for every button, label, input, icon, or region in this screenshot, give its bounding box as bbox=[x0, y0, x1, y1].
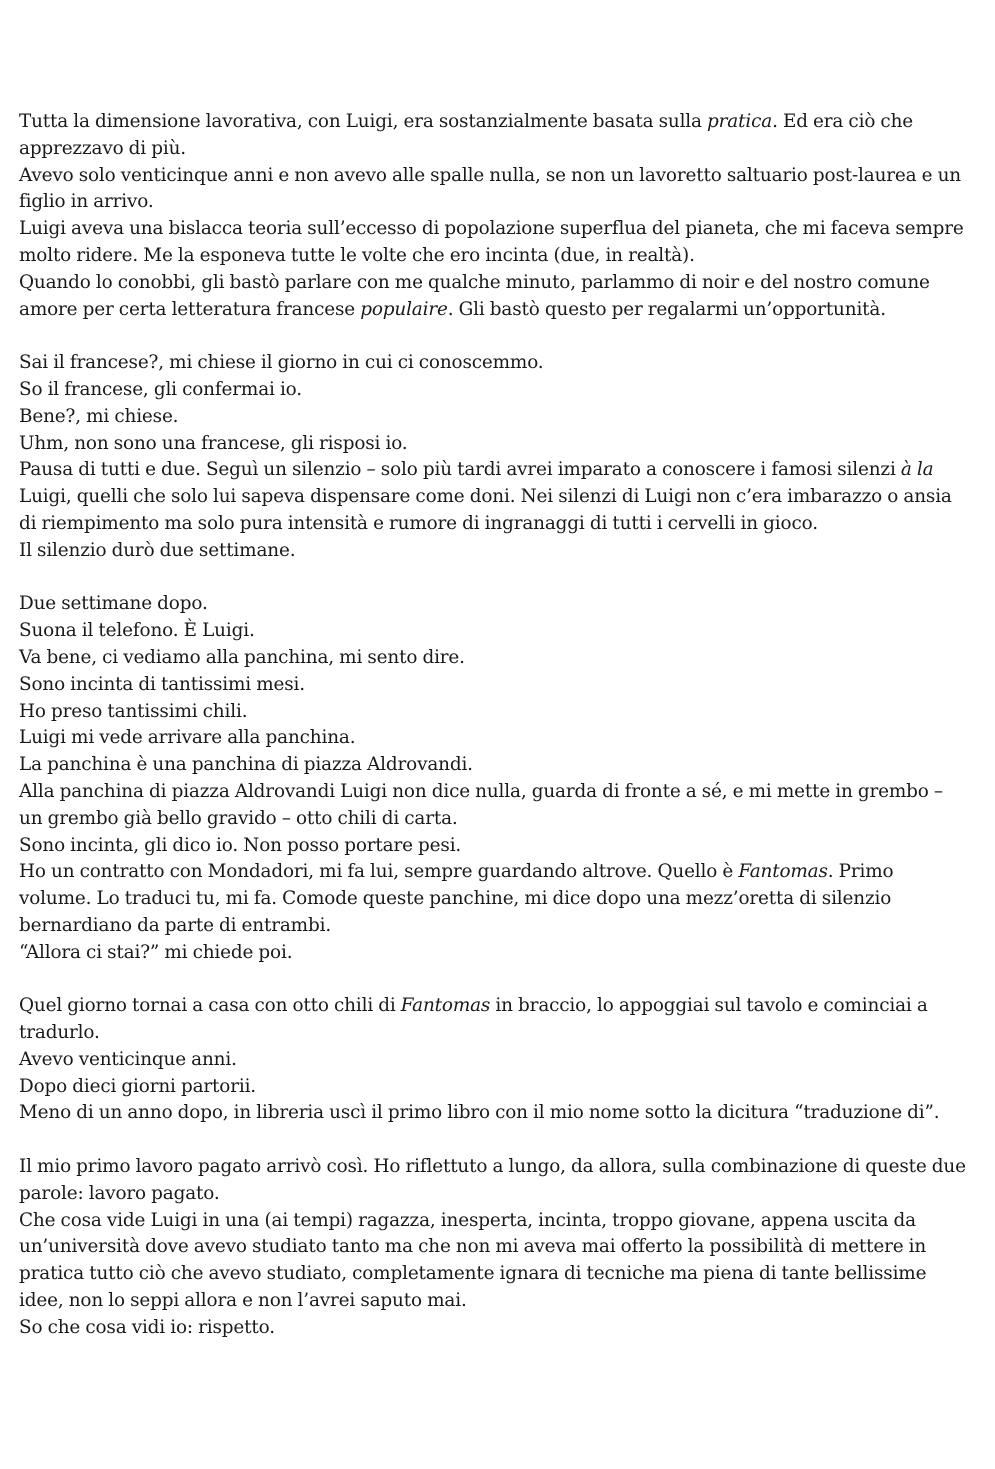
text-run: La panchina è una panchina di piazza Aldrovandi. bbox=[19, 754, 473, 776]
text-line bbox=[19, 1208, 969, 1315]
italic-text: pratica bbox=[707, 111, 773, 132]
text-line bbox=[19, 1100, 969, 1127]
text-line bbox=[19, 377, 969, 404]
text-line bbox=[19, 350, 969, 377]
text-run: Sono incinta di tantissimi mesi. bbox=[19, 673, 305, 695]
text-run: Meno di un anno dopo, in libreria uscì il primo libro con il mio nome sotto la dicitura “traduzione di”. bbox=[19, 1102, 940, 1124]
text-line bbox=[19, 538, 969, 565]
text-line bbox=[19, 779, 969, 833]
text-line bbox=[19, 216, 969, 270]
text-run: Quando lo conobbi, gli bastò parlare con me qualche minuto, parlammo di noir e del nostro comune amore per certa letteratura francese bbox=[19, 271, 930, 320]
text-run: Il mio primo lavoro pagato arrivò così. Ho riflettuto a lungo, da allora, sulla combinazione di queste due parole: lavoro pagato. bbox=[19, 1156, 966, 1204]
text-run: Avevo venticinque anni. bbox=[19, 1048, 237, 1070]
paragraph bbox=[19, 1154, 969, 1342]
paragraph bbox=[19, 350, 969, 564]
text-run: . Ed era ciò che apprezzavo di più. bbox=[19, 111, 914, 159]
text-line bbox=[19, 752, 969, 779]
text-run: Luigi, quelli che solo lui sapeva dispensare come doni. Nei silenzi di Luigi non c’era imbarazzo o ansia di riempimento ma solo pura intensità e rumore di ingranaggi di tutti i cervelli in gioco. bbox=[19, 486, 952, 534]
text-run: Alla panchina di piazza Aldrovandi Luigi non dice nulla, guarda di fronte a sé, e mi mette in grembo – un grembo già bello gravido – otto chili di carta. bbox=[19, 780, 943, 829]
text-line bbox=[19, 672, 969, 699]
text-run: Uhm, non sono una francese, gli risposi io. bbox=[19, 432, 408, 454]
text-line bbox=[19, 404, 969, 431]
text-run: Luigi aveva una bislacca teoria sull’eccesso di popolazione superflua del pianeta, che mi faceva sempre molto ridere. Me la esponeva tutte le volte che ero incinta (due, in realtà). bbox=[19, 218, 964, 266]
paragraph bbox=[19, 109, 969, 323]
text-line bbox=[19, 859, 969, 939]
text-run: So il francese, gli confermai io. bbox=[19, 378, 302, 400]
text-line bbox=[19, 1047, 969, 1074]
text-run: Sono incinta, gli dico io. Non posso portare pesi. bbox=[19, 834, 462, 856]
text-run: Bene?, mi chiese. bbox=[19, 405, 179, 427]
text-run: Pausa di tutti e due. Seguì un silenzio – solo più tardi avrei imparato a conoscere i famosi silenzi bbox=[19, 459, 901, 481]
text-line bbox=[19, 833, 969, 860]
text-line bbox=[19, 163, 969, 217]
text-line bbox=[19, 591, 969, 618]
text-run: Va bene, ci vediamo alla panchina, mi sento dire. bbox=[19, 646, 465, 668]
italic-text: Fantomas bbox=[400, 995, 491, 1017]
text-run: . Gli bastò questo per regalarmi un’opportunità. bbox=[447, 298, 886, 320]
text-run: Ho preso tantissimi chili. bbox=[19, 700, 248, 722]
text-run: Ho un contratto con Mondadori, mi fa lui, sempre guardando altrove. Quello è bbox=[19, 861, 739, 883]
text-line bbox=[19, 431, 969, 458]
text-run: . Primo volume. Lo traduci tu, mi fa. Comode queste panchine, mi dice dopo una mezz’oretta di silenzio bernardiano da parte di entrambi. bbox=[19, 861, 894, 936]
paragraph bbox=[19, 591, 969, 966]
document-body bbox=[19, 109, 969, 1368]
text-line bbox=[19, 109, 969, 163]
text-run: Luigi mi vede arrivare alla panchina. bbox=[19, 727, 356, 749]
italic-text: Fantomas bbox=[738, 861, 828, 883]
text-run: Avevo solo venticinque anni e non avevo alle spalle nulla, se non un lavoretto saltuario post-laurea e un figlio in arrivo. bbox=[19, 164, 961, 213]
text-line bbox=[19, 1074, 969, 1101]
italic-text: populaire bbox=[360, 298, 448, 320]
text-line bbox=[19, 270, 969, 324]
text-line bbox=[19, 1154, 969, 1208]
text-line bbox=[19, 1315, 969, 1342]
text-run: Che cosa vide Luigi in una (ai tempi) ragazza, inesperta, incinta, troppo giovane, appena uscita da un’università dove avevo studiato tanto ma che non mi aveva mai offerto la possibilità di mettere in pratica tutto ciò che avevo studiato, completamente ignara di tecniche ma piena di tante bellissime idee, non lo seppi allora e non l’avrei saputo mai. bbox=[19, 1209, 927, 1312]
text-run: in braccio, lo appoggiai sul tavolo e cominciai a tradurlo. bbox=[19, 995, 928, 1044]
text-run: Suona il telefono. È Luigi. bbox=[19, 620, 255, 642]
text-run: Quel giorno tornai a casa con otto chili di bbox=[19, 995, 401, 1017]
text-line bbox=[19, 725, 969, 752]
text-run: So che cosa vidi io: rispetto. bbox=[19, 1316, 275, 1338]
text-run: Tutta la dimensione lavorativa, con Luigi, era sostanzialmente basata sulla bbox=[19, 111, 708, 132]
text-line bbox=[19, 645, 969, 672]
text-run: Due settimane dopo. bbox=[19, 593, 208, 615]
italic-text: à la bbox=[900, 459, 934, 481]
text-run: “Allora ci stai?” mi chiede poi. bbox=[19, 941, 293, 963]
text-run: Il silenzio durò due settimane. bbox=[19, 539, 296, 561]
paragraph bbox=[19, 993, 969, 1127]
text-run: Sai il francese?, mi chiese il giorno in cui ci conoscemmo. bbox=[19, 352, 544, 374]
text-line bbox=[19, 457, 969, 537]
text-line bbox=[19, 618, 969, 645]
text-line bbox=[19, 940, 969, 967]
text-run: Dopo dieci giorni partorii. bbox=[19, 1075, 257, 1097]
text-line bbox=[19, 699, 969, 726]
text-line bbox=[19, 993, 969, 1047]
